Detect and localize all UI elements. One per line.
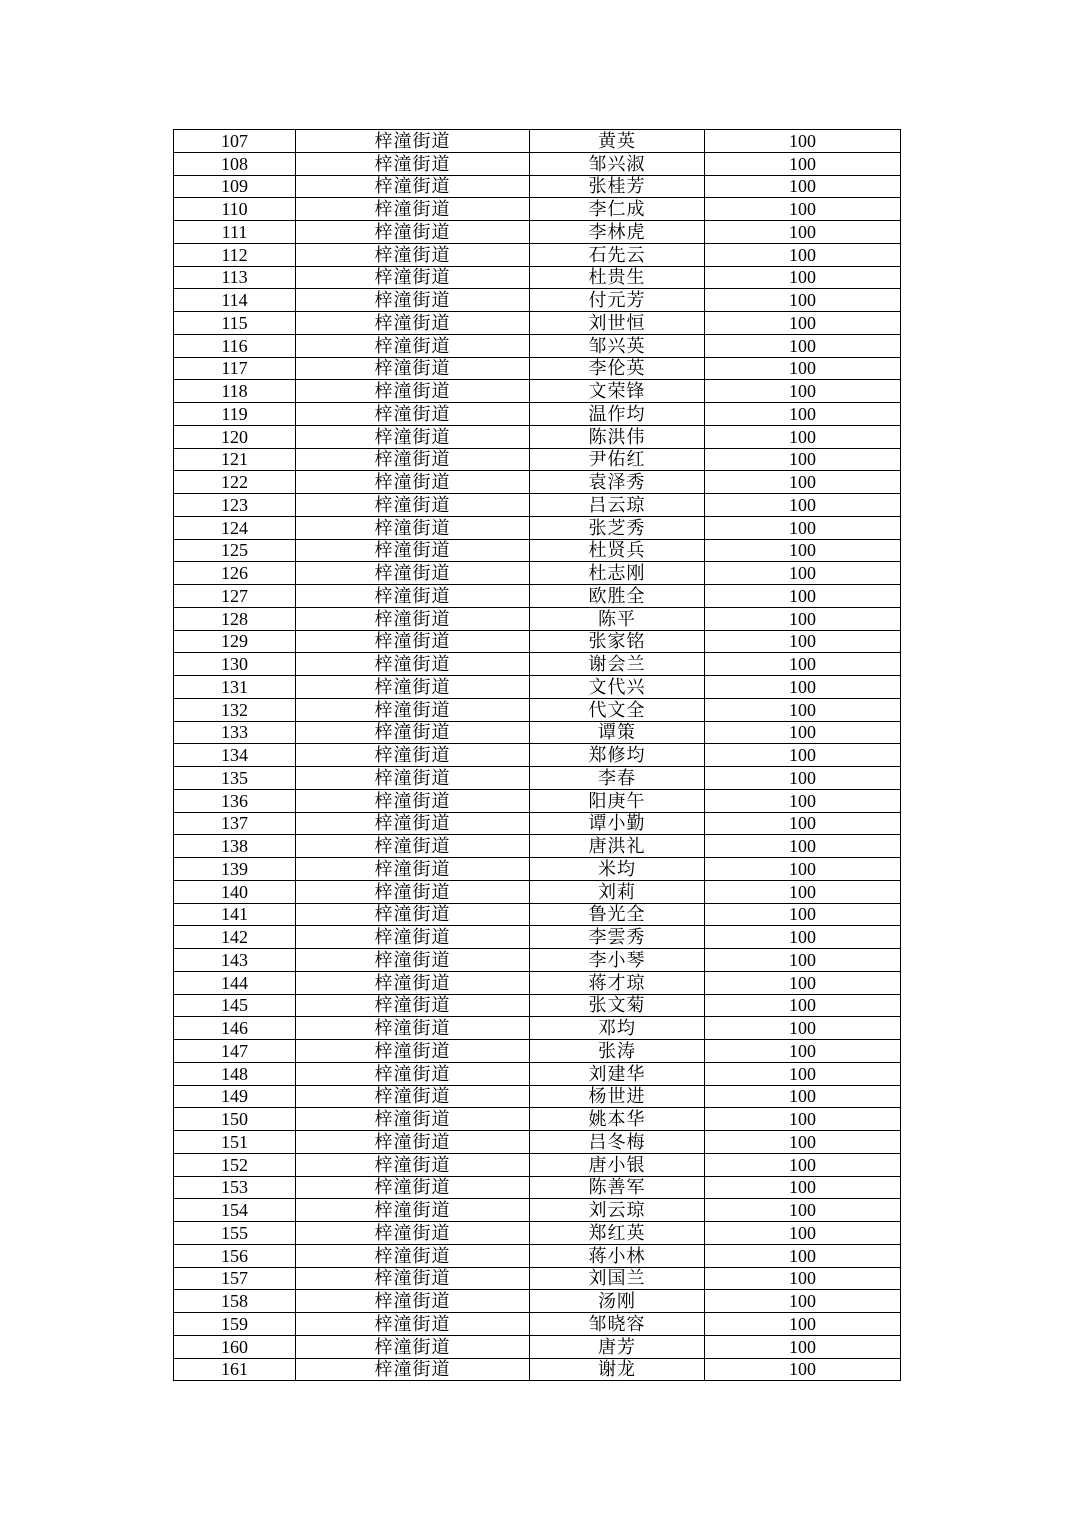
name-cell: 蒋小林 bbox=[530, 1244, 705, 1267]
row-number-cell: 148 bbox=[174, 1062, 296, 1085]
row-number-cell: 159 bbox=[174, 1313, 296, 1336]
table-row bbox=[174, 789, 901, 812]
amount-cell: 100 bbox=[705, 971, 901, 994]
table-row bbox=[174, 880, 901, 903]
name-cell: 杨世进 bbox=[530, 1085, 705, 1108]
table-row bbox=[174, 494, 901, 517]
street-cell: 梓潼街道 bbox=[296, 1244, 530, 1267]
table-row bbox=[174, 539, 901, 562]
street-cell: 梓潼街道 bbox=[296, 289, 530, 312]
row-number-cell: 136 bbox=[174, 789, 296, 812]
name-cell: 谢会兰 bbox=[530, 653, 705, 676]
amount-cell: 100 bbox=[705, 1176, 901, 1199]
row-number-cell: 111 bbox=[174, 221, 296, 244]
name-cell: 谢龙 bbox=[530, 1358, 705, 1381]
row-number-cell: 157 bbox=[174, 1267, 296, 1290]
amount-cell: 100 bbox=[705, 1085, 901, 1108]
row-number-cell: 125 bbox=[174, 539, 296, 562]
name-cell: 郑修均 bbox=[530, 744, 705, 767]
amount-cell: 100 bbox=[705, 721, 901, 744]
street-cell: 梓潼街道 bbox=[296, 630, 530, 653]
row-number-cell: 119 bbox=[174, 403, 296, 426]
table-row bbox=[174, 1290, 901, 1313]
table-row bbox=[174, 926, 901, 949]
name-cell: 文代兴 bbox=[530, 676, 705, 699]
street-cell: 梓潼街道 bbox=[296, 653, 530, 676]
row-number-cell: 146 bbox=[174, 1017, 296, 1040]
amount-cell: 100 bbox=[705, 1222, 901, 1245]
street-cell: 梓潼街道 bbox=[296, 1153, 530, 1176]
row-number-cell: 156 bbox=[174, 1244, 296, 1267]
street-cell: 梓潼街道 bbox=[296, 1290, 530, 1313]
name-cell: 陈洪伟 bbox=[530, 425, 705, 448]
row-number-cell: 113 bbox=[174, 266, 296, 289]
amount-cell: 100 bbox=[705, 812, 901, 835]
amount-cell: 100 bbox=[705, 1153, 901, 1176]
street-cell: 梓潼街道 bbox=[296, 334, 530, 357]
row-number-cell: 128 bbox=[174, 607, 296, 630]
row-number-cell: 151 bbox=[174, 1131, 296, 1154]
name-cell: 李仁成 bbox=[530, 198, 705, 221]
table-row bbox=[174, 1199, 901, 1222]
name-cell: 张文菊 bbox=[530, 994, 705, 1017]
table-row bbox=[174, 1313, 901, 1336]
table-row bbox=[174, 676, 901, 699]
table-row bbox=[174, 266, 901, 289]
amount-cell: 100 bbox=[705, 266, 901, 289]
street-cell: 梓潼街道 bbox=[296, 1313, 530, 1336]
row-number-cell: 109 bbox=[174, 175, 296, 198]
table-row bbox=[174, 1335, 901, 1358]
street-cell: 梓潼街道 bbox=[296, 1335, 530, 1358]
row-number-cell: 154 bbox=[174, 1199, 296, 1222]
street-cell: 梓潼街道 bbox=[296, 1267, 530, 1290]
name-cell: 米均 bbox=[530, 858, 705, 881]
table-row bbox=[174, 312, 901, 335]
street-cell: 梓潼街道 bbox=[296, 1199, 530, 1222]
amount-cell: 100 bbox=[705, 607, 901, 630]
street-cell: 梓潼街道 bbox=[296, 175, 530, 198]
amount-cell: 100 bbox=[705, 585, 901, 608]
table-row bbox=[174, 653, 901, 676]
amount-cell: 100 bbox=[705, 858, 901, 881]
amount-cell: 100 bbox=[705, 1335, 901, 1358]
data-table bbox=[173, 129, 901, 1381]
street-cell: 梓潼街道 bbox=[296, 767, 530, 790]
table-row bbox=[174, 130, 901, 153]
street-cell: 梓潼街道 bbox=[296, 152, 530, 175]
street-cell: 梓潼街道 bbox=[296, 926, 530, 949]
row-number-cell: 117 bbox=[174, 357, 296, 380]
row-number-cell: 139 bbox=[174, 858, 296, 881]
name-cell: 李小琴 bbox=[530, 949, 705, 972]
amount-cell: 100 bbox=[705, 926, 901, 949]
name-cell: 张家铭 bbox=[530, 630, 705, 653]
row-number-cell: 115 bbox=[174, 312, 296, 335]
street-cell: 梓潼街道 bbox=[296, 516, 530, 539]
table-row bbox=[174, 949, 901, 972]
street-cell: 梓潼街道 bbox=[296, 357, 530, 380]
amount-cell: 100 bbox=[705, 903, 901, 926]
row-number-cell: 120 bbox=[174, 425, 296, 448]
table-row bbox=[174, 243, 901, 266]
table-row bbox=[174, 448, 901, 471]
amount-cell: 100 bbox=[705, 1290, 901, 1313]
name-cell: 杜贵生 bbox=[530, 266, 705, 289]
street-cell: 梓潼街道 bbox=[296, 1358, 530, 1381]
table-row bbox=[174, 1222, 901, 1245]
amount-cell: 100 bbox=[705, 1244, 901, 1267]
amount-cell: 100 bbox=[705, 448, 901, 471]
row-number-cell: 116 bbox=[174, 334, 296, 357]
amount-cell: 100 bbox=[705, 1131, 901, 1154]
street-cell: 梓潼街道 bbox=[296, 585, 530, 608]
amount-cell: 100 bbox=[705, 403, 901, 426]
row-number-cell: 150 bbox=[174, 1108, 296, 1131]
name-cell: 谭小勤 bbox=[530, 812, 705, 835]
table-row bbox=[174, 1040, 901, 1063]
amount-cell: 100 bbox=[705, 289, 901, 312]
name-cell: 吕云琼 bbox=[530, 494, 705, 517]
amount-cell: 100 bbox=[705, 1267, 901, 1290]
name-cell: 刘世恒 bbox=[530, 312, 705, 335]
amount-cell: 100 bbox=[705, 221, 901, 244]
amount-cell: 100 bbox=[705, 1358, 901, 1381]
name-cell: 陈善军 bbox=[530, 1176, 705, 1199]
name-cell: 刘国兰 bbox=[530, 1267, 705, 1290]
table-row bbox=[174, 1085, 901, 1108]
name-cell: 李雲秀 bbox=[530, 926, 705, 949]
name-cell: 李伦英 bbox=[530, 357, 705, 380]
street-cell: 梓潼街道 bbox=[296, 607, 530, 630]
amount-cell: 100 bbox=[705, 835, 901, 858]
row-number-cell: 126 bbox=[174, 562, 296, 585]
street-cell: 梓潼街道 bbox=[296, 562, 530, 585]
row-number-cell: 134 bbox=[174, 744, 296, 767]
amount-cell: 100 bbox=[705, 1199, 901, 1222]
amount-cell: 100 bbox=[705, 767, 901, 790]
amount-cell: 100 bbox=[705, 357, 901, 380]
street-cell: 梓潼街道 bbox=[296, 1131, 530, 1154]
row-number-cell: 123 bbox=[174, 494, 296, 517]
name-cell: 尹佑红 bbox=[530, 448, 705, 471]
table-row bbox=[174, 721, 901, 744]
name-cell: 蒋才琼 bbox=[530, 971, 705, 994]
street-cell: 梓潼街道 bbox=[296, 312, 530, 335]
name-cell: 唐小银 bbox=[530, 1153, 705, 1176]
amount-cell: 100 bbox=[705, 880, 901, 903]
street-cell: 梓潼街道 bbox=[296, 130, 530, 153]
name-cell: 邹兴英 bbox=[530, 334, 705, 357]
amount-cell: 100 bbox=[705, 949, 901, 972]
name-cell: 文荣锋 bbox=[530, 380, 705, 403]
name-cell: 张涛 bbox=[530, 1040, 705, 1063]
name-cell: 邓均 bbox=[530, 1017, 705, 1040]
table-row bbox=[174, 334, 901, 357]
name-cell: 陈平 bbox=[530, 607, 705, 630]
name-cell: 谭策 bbox=[530, 721, 705, 744]
amount-cell: 100 bbox=[705, 539, 901, 562]
table-row bbox=[174, 858, 901, 881]
amount-cell: 100 bbox=[705, 312, 901, 335]
row-number-cell: 153 bbox=[174, 1176, 296, 1199]
row-number-cell: 147 bbox=[174, 1040, 296, 1063]
street-cell: 梓潼街道 bbox=[296, 1222, 530, 1245]
street-cell: 梓潼街道 bbox=[296, 994, 530, 1017]
row-number-cell: 144 bbox=[174, 971, 296, 994]
name-cell: 唐芳 bbox=[530, 1335, 705, 1358]
amount-cell: 100 bbox=[705, 994, 901, 1017]
table-row bbox=[174, 425, 901, 448]
table-row bbox=[174, 403, 901, 426]
row-number-cell: 135 bbox=[174, 767, 296, 790]
name-cell: 代文全 bbox=[530, 698, 705, 721]
street-cell: 梓潼街道 bbox=[296, 471, 530, 494]
amount-cell: 100 bbox=[705, 471, 901, 494]
street-cell: 梓潼街道 bbox=[296, 949, 530, 972]
table-row bbox=[174, 152, 901, 175]
name-cell: 温作均 bbox=[530, 403, 705, 426]
table-row bbox=[174, 835, 901, 858]
name-cell: 袁泽秀 bbox=[530, 471, 705, 494]
street-cell: 梓潼街道 bbox=[296, 494, 530, 517]
street-cell: 梓潼街道 bbox=[296, 448, 530, 471]
street-cell: 梓潼街道 bbox=[296, 1040, 530, 1063]
street-cell: 梓潼街道 bbox=[296, 1108, 530, 1131]
table-row bbox=[174, 1017, 901, 1040]
table-row bbox=[174, 380, 901, 403]
street-cell: 梓潼街道 bbox=[296, 266, 530, 289]
row-number-cell: 138 bbox=[174, 835, 296, 858]
row-number-cell: 155 bbox=[174, 1222, 296, 1245]
row-number-cell: 161 bbox=[174, 1358, 296, 1381]
table-row bbox=[174, 767, 901, 790]
street-cell: 梓潼街道 bbox=[296, 1085, 530, 1108]
table-row bbox=[174, 1108, 901, 1131]
street-cell: 梓潼街道 bbox=[296, 903, 530, 926]
table-row bbox=[174, 562, 901, 585]
table-row bbox=[174, 289, 901, 312]
name-cell: 李春 bbox=[530, 767, 705, 790]
row-number-cell: 121 bbox=[174, 448, 296, 471]
row-number-cell: 132 bbox=[174, 698, 296, 721]
street-cell: 梓潼街道 bbox=[296, 380, 530, 403]
name-cell: 吕冬梅 bbox=[530, 1131, 705, 1154]
table-row bbox=[174, 357, 901, 380]
street-cell: 梓潼街道 bbox=[296, 221, 530, 244]
row-number-cell: 107 bbox=[174, 130, 296, 153]
amount-cell: 100 bbox=[705, 425, 901, 448]
row-number-cell: 112 bbox=[174, 243, 296, 266]
street-cell: 梓潼街道 bbox=[296, 1176, 530, 1199]
street-cell: 梓潼街道 bbox=[296, 880, 530, 903]
name-cell: 唐洪礼 bbox=[530, 835, 705, 858]
table-row bbox=[174, 1267, 901, 1290]
name-cell: 阳庚午 bbox=[530, 789, 705, 812]
name-cell: 汤刚 bbox=[530, 1290, 705, 1313]
name-cell: 邹晓容 bbox=[530, 1313, 705, 1336]
name-cell: 欧胜全 bbox=[530, 585, 705, 608]
table-row bbox=[174, 471, 901, 494]
street-cell: 梓潼街道 bbox=[296, 198, 530, 221]
amount-cell: 100 bbox=[705, 198, 901, 221]
table-row bbox=[174, 903, 901, 926]
street-cell: 梓潼街道 bbox=[296, 812, 530, 835]
table-row bbox=[174, 1062, 901, 1085]
table-row bbox=[174, 1358, 901, 1381]
table-row bbox=[174, 698, 901, 721]
table-row bbox=[174, 607, 901, 630]
name-cell: 杜贤兵 bbox=[530, 539, 705, 562]
row-number-cell: 124 bbox=[174, 516, 296, 539]
table-row bbox=[174, 585, 901, 608]
amount-cell: 100 bbox=[705, 334, 901, 357]
amount-cell: 100 bbox=[705, 1108, 901, 1131]
row-number-cell: 133 bbox=[174, 721, 296, 744]
amount-cell: 100 bbox=[705, 1313, 901, 1336]
row-number-cell: 141 bbox=[174, 903, 296, 926]
row-number-cell: 142 bbox=[174, 926, 296, 949]
name-cell: 黄英 bbox=[530, 130, 705, 153]
row-number-cell: 143 bbox=[174, 949, 296, 972]
amount-cell: 100 bbox=[705, 494, 901, 517]
row-number-cell: 127 bbox=[174, 585, 296, 608]
row-number-cell: 110 bbox=[174, 198, 296, 221]
street-cell: 梓潼街道 bbox=[296, 971, 530, 994]
row-number-cell: 137 bbox=[174, 812, 296, 835]
amount-cell: 100 bbox=[705, 516, 901, 539]
table-row bbox=[174, 744, 901, 767]
table-row bbox=[174, 198, 901, 221]
street-cell: 梓潼街道 bbox=[296, 403, 530, 426]
table-row bbox=[174, 1176, 901, 1199]
name-cell: 石先云 bbox=[530, 243, 705, 266]
table-row bbox=[174, 1131, 901, 1154]
amount-cell: 100 bbox=[705, 698, 901, 721]
amount-cell: 100 bbox=[705, 1017, 901, 1040]
row-number-cell: 160 bbox=[174, 1335, 296, 1358]
street-cell: 梓潼街道 bbox=[296, 676, 530, 699]
amount-cell: 100 bbox=[705, 653, 901, 676]
street-cell: 梓潼街道 bbox=[296, 243, 530, 266]
street-cell: 梓潼街道 bbox=[296, 698, 530, 721]
row-number-cell: 114 bbox=[174, 289, 296, 312]
amount-cell: 100 bbox=[705, 1040, 901, 1063]
row-number-cell: 108 bbox=[174, 152, 296, 175]
street-cell: 梓潼街道 bbox=[296, 539, 530, 562]
table-row bbox=[174, 994, 901, 1017]
amount-cell: 100 bbox=[705, 243, 901, 266]
row-number-cell: 149 bbox=[174, 1085, 296, 1108]
street-cell: 梓潼街道 bbox=[296, 1017, 530, 1040]
street-cell: 梓潼街道 bbox=[296, 858, 530, 881]
street-cell: 梓潼街道 bbox=[296, 744, 530, 767]
street-cell: 梓潼街道 bbox=[296, 789, 530, 812]
table-row bbox=[174, 630, 901, 653]
table-row bbox=[174, 175, 901, 198]
name-cell: 刘云琼 bbox=[530, 1199, 705, 1222]
table-row bbox=[174, 516, 901, 539]
name-cell: 邹兴淑 bbox=[530, 152, 705, 175]
name-cell: 张芝秀 bbox=[530, 516, 705, 539]
table-row bbox=[174, 812, 901, 835]
name-cell: 付元芳 bbox=[530, 289, 705, 312]
table-row bbox=[174, 1153, 901, 1176]
amount-cell: 100 bbox=[705, 630, 901, 653]
table-row bbox=[174, 1244, 901, 1267]
street-cell: 梓潼街道 bbox=[296, 1062, 530, 1085]
row-number-cell: 158 bbox=[174, 1290, 296, 1313]
name-cell: 杜志刚 bbox=[530, 562, 705, 585]
row-number-cell: 131 bbox=[174, 676, 296, 699]
row-number-cell: 130 bbox=[174, 653, 296, 676]
street-cell: 梓潼街道 bbox=[296, 425, 530, 448]
row-number-cell: 118 bbox=[174, 380, 296, 403]
row-number-cell: 129 bbox=[174, 630, 296, 653]
amount-cell: 100 bbox=[705, 1062, 901, 1085]
amount-cell: 100 bbox=[705, 676, 901, 699]
name-cell: 张桂芳 bbox=[530, 175, 705, 198]
street-cell: 梓潼街道 bbox=[296, 835, 530, 858]
row-number-cell: 145 bbox=[174, 994, 296, 1017]
amount-cell: 100 bbox=[705, 380, 901, 403]
name-cell: 刘莉 bbox=[530, 880, 705, 903]
name-cell: 李林虎 bbox=[530, 221, 705, 244]
amount-cell: 100 bbox=[705, 175, 901, 198]
table-row bbox=[174, 971, 901, 994]
name-cell: 姚本华 bbox=[530, 1108, 705, 1131]
amount-cell: 100 bbox=[705, 130, 901, 153]
name-cell: 鲁光全 bbox=[530, 903, 705, 926]
amount-cell: 100 bbox=[705, 789, 901, 812]
street-cell: 梓潼街道 bbox=[296, 721, 530, 744]
table-row bbox=[174, 221, 901, 244]
name-cell: 郑红英 bbox=[530, 1222, 705, 1245]
row-number-cell: 122 bbox=[174, 471, 296, 494]
amount-cell: 100 bbox=[705, 562, 901, 585]
row-number-cell: 152 bbox=[174, 1153, 296, 1176]
name-cell: 刘建华 bbox=[530, 1062, 705, 1085]
amount-cell: 100 bbox=[705, 744, 901, 767]
row-number-cell: 140 bbox=[174, 880, 296, 903]
table-body bbox=[174, 130, 901, 1381]
amount-cell: 100 bbox=[705, 152, 901, 175]
